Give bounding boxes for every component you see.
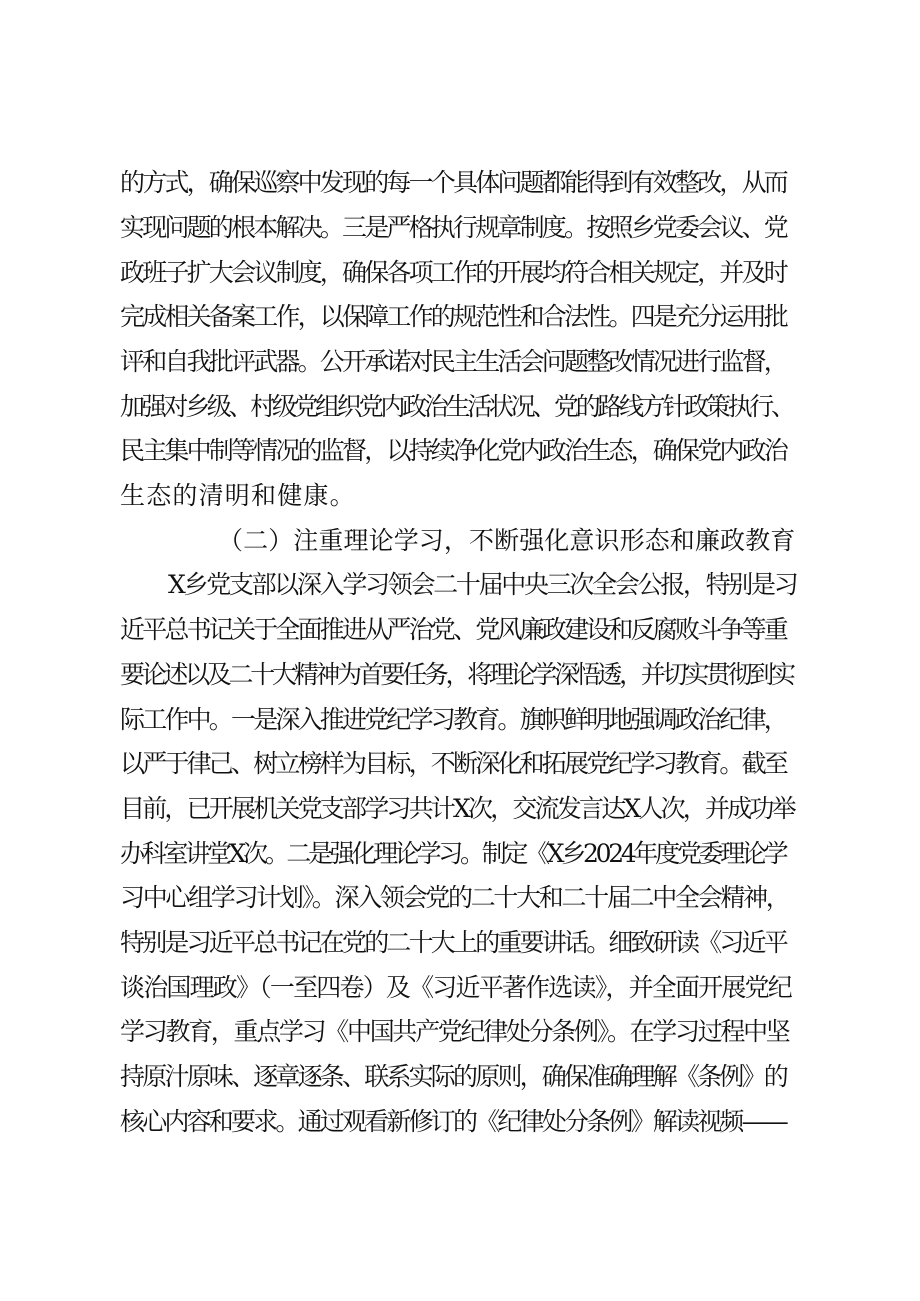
paragraph-2-line: 习中心组学习计划》。深入领会党的二十大和二十届二中全会精神，: [120, 883, 789, 912]
paragraph-1-line: 评和自我批评武器。公开承诺对民主生活会问题整改情况进行监督，: [120, 347, 787, 376]
paragraph-2-line: 要论述以及二十大精神为首要任务，将理论学深悟透，并切实贯彻到实: [120, 660, 793, 689]
paragraph-2-line: 目前，已开展机关党支部学习共计X次，交流发言达X人次，并成功举: [120, 794, 794, 823]
paragraph-1-line: 实现问题的根本解决。三是严格执行规章制度。按照乡党委会议、党: [120, 213, 787, 242]
paragraph-1-line: 生态的清明和健康。: [120, 481, 356, 510]
paragraph-2-line: 近平总书记关于全面推进从严治党、党风廉政建设和反腐败斗争等重: [120, 615, 787, 644]
paragraph-1-line: 的方式，确保巡察中发现的每一个具体问题都能得到有效整改，从而: [120, 168, 787, 197]
paragraph-2-line: 核心内容和要求。通过观看新修订的《纪律处分条例》解读视频——: [120, 1107, 787, 1136]
paragraph-2-line: X乡党支部以深入学习领会二十届中央三次全会公报，特别是习: [168, 570, 797, 599]
paragraph-2-line: 学习教育，重点学习《中国共产党纪律处分条例》。在学习过程中坚: [120, 1017, 789, 1046]
paragraph-2-line: 际工作中。一是深入推进党纪学习教育。旗帜鲜明地强调政治纪律，: [120, 705, 787, 734]
paragraph-1-line: 完成相关备案工作，以保障工作的规范性和合法性。四是充分运用批: [120, 302, 787, 331]
paragraph-2-line: 特别是习近平总书记在党的二十大上的重要讲话。细致研读《习近平: [120, 928, 787, 957]
paragraph-2-line: 谈治国理政》（一至四卷）及《习近平著作选读》，并全面开展党纪: [120, 973, 792, 1002]
paragraph-2-line: 持原汁原味、逐章逐条、联系实际的原则，确保准确理解《条例》的: [120, 1062, 787, 1091]
paragraph-2-line: 以严于律己、树立榜样为目标，不断深化和拓展党纪学习教育。截至: [120, 749, 787, 778]
paragraph-1-line: 加强对乡级、村级党组织党内政治生活状况、党的路线方针政策执行、: [120, 392, 793, 421]
paragraph-2-line: 办科室讲堂X次。二是强化理论学习。制定《X乡2024年度党委理论学: [120, 839, 786, 868]
section-heading: （二）注重理论学习，不断强化意识形态和廉政教育: [218, 526, 796, 555]
paragraph-1-line: 民主集中制等情况的监督，以持续净化党内政治生态，确保党内政治: [120, 436, 787, 465]
paragraph-1-line: 政班子扩大会议制度，确保各项工作的开展均符合相关规定，并及时: [120, 258, 787, 287]
